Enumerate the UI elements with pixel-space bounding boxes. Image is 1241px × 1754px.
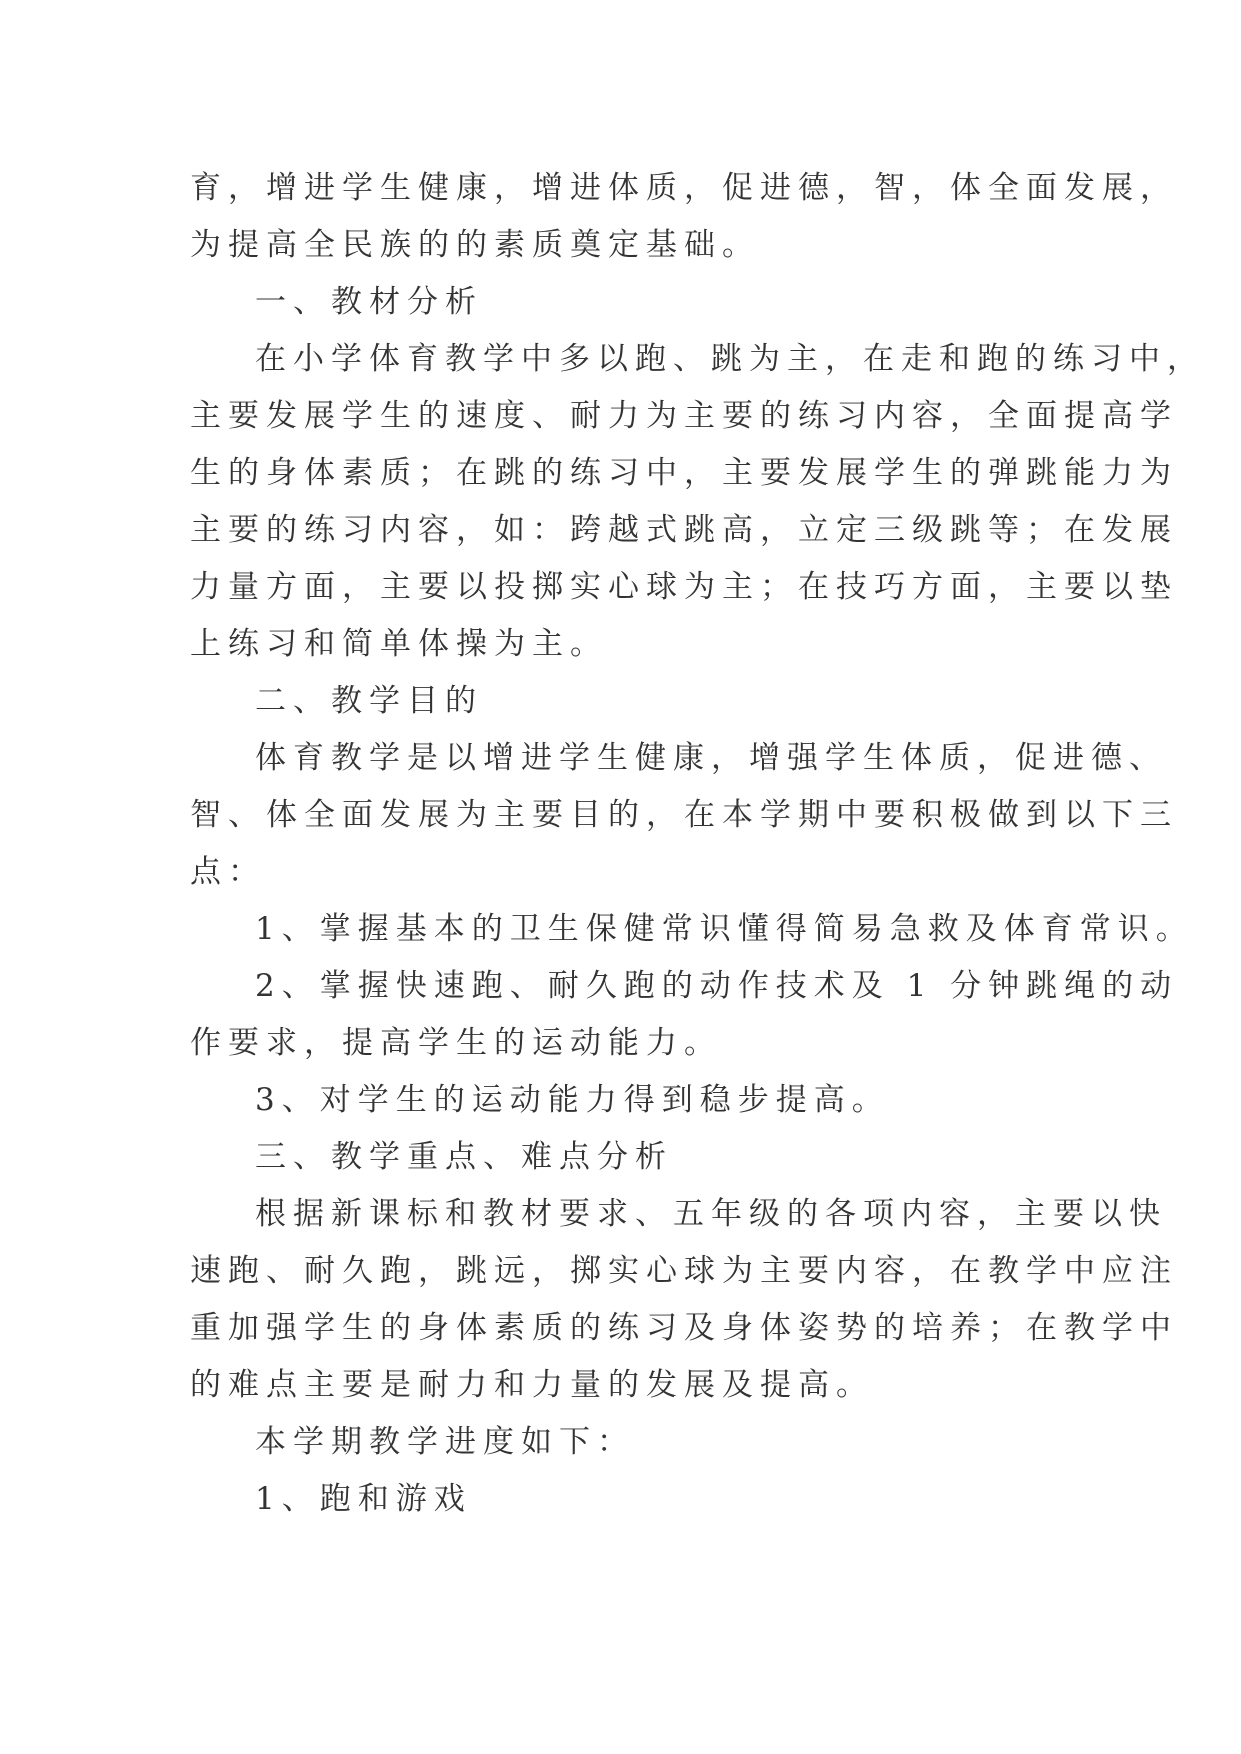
body-line: 重加强学生的身体素质的练习及身体姿势的培养；在教学中	[190, 1310, 1178, 1346]
body-line: 根据新课标和教材要求、五年级的各项内容，主要以快	[255, 1196, 1167, 1232]
list-item: 1、跑和游戏	[255, 1481, 472, 1517]
body-line: 速跑、耐久跑，跳远，掷实心球为主要内容，在教学中应注	[190, 1253, 1178, 1289]
body-line: 点：	[190, 854, 266, 890]
body-line: 生的身体素质；在跳的练习中，主要发展学生的弹跳能力为	[190, 455, 1178, 491]
body-line: 为提高全民族的的素质奠定基础。	[190, 227, 760, 263]
document-body	[190, 160, 1205, 1528]
body-line: 主要发展学生的速度、耐力为主要的练习内容，全面提高学	[190, 398, 1178, 434]
body-line: 的难点主要是耐力和力量的发展及提高。	[190, 1367, 874, 1403]
list-item-continuation: 作要求，提高学生的运动能力。	[190, 1025, 722, 1061]
body-line: 智、体全面发展为主要目的，在本学期中要积极做到以下三	[190, 797, 1178, 833]
body-line: 育，增进学生健康，增进体质，促进德，智，体全面发展，	[190, 170, 1178, 206]
body-line: 体育教学是以增进学生健康，增强学生体质，促进德、	[255, 740, 1167, 776]
list-item: 3、对学生的运动能力得到稳步提高。	[255, 1082, 890, 1118]
body-line: 本学期教学进度如下：	[255, 1424, 635, 1460]
section-heading: 三、教学重点、难点分析	[255, 1139, 673, 1175]
list-item: 2、掌握快速跑、耐久跑的动作技术及 1 分钟跳绳的动	[255, 968, 1179, 1004]
body-line: 力量方面，主要以投掷实心球为主；在技巧方面，主要以垫	[190, 569, 1178, 605]
body-line: 上练习和简单体操为主。	[190, 626, 608, 662]
list-item: 1、掌握基本的卫生保健常识懂得简易急救及体育常识。	[255, 911, 1194, 947]
body-line: 在小学体育教学中多以跑、跳为主，在走和跑的练习中，	[255, 341, 1205, 377]
section-heading: 二、教学目的	[255, 683, 483, 719]
body-line: 主要的练习内容，如：跨越式跳高，立定三级跳等；在发展	[190, 512, 1178, 548]
section-heading: 一、教材分析	[255, 284, 483, 320]
